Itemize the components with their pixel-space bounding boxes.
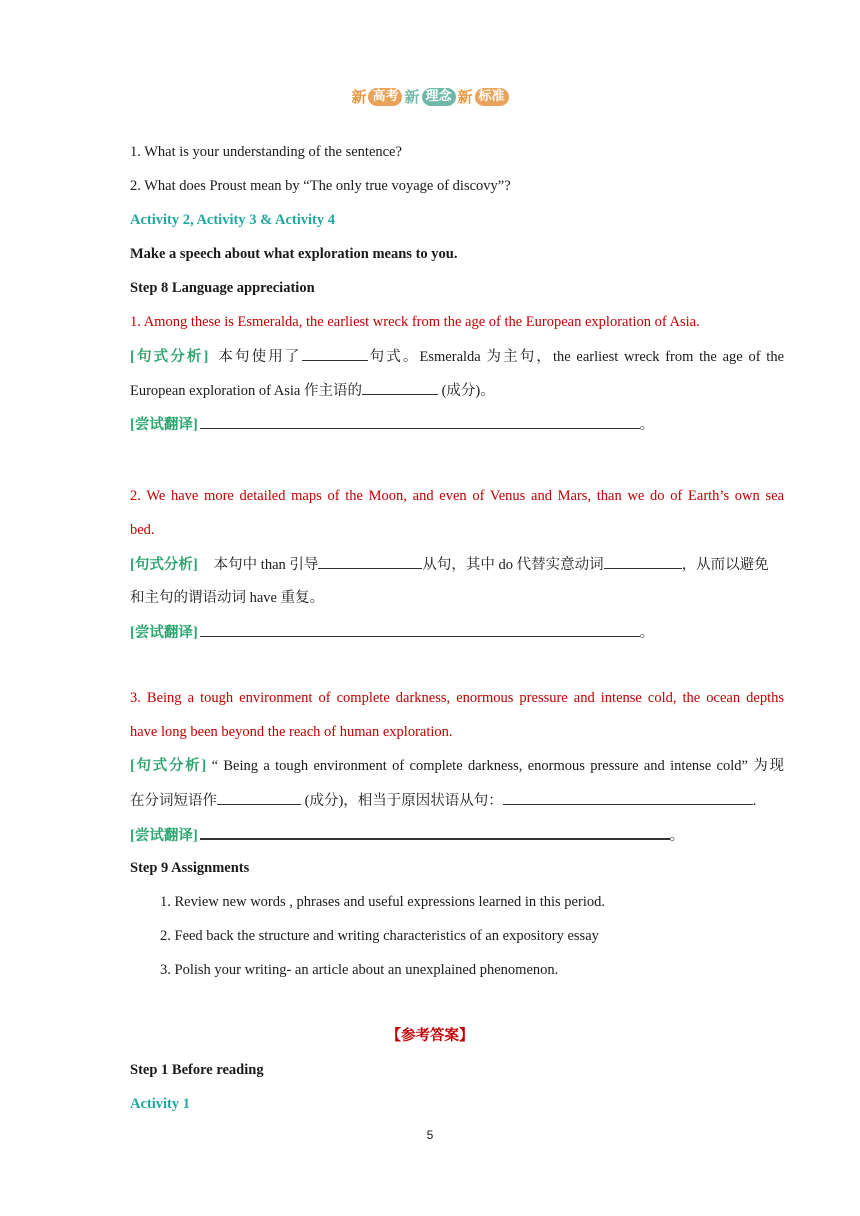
translate-end: 。 <box>669 828 685 844</box>
logo-pill: 标准 <box>475 88 509 106</box>
analysis-text: 本句中 than 引导 <box>213 557 319 573</box>
speech-task: Make a speech about what exploration means to you. <box>130 246 458 262</box>
logo-pill: 高考 <box>368 88 402 106</box>
sentence-1-translate <box>130 414 784 435</box>
sentence-2: 2. We have more detailed maps of the Moon, and even of Venus and Mars, than we do of Earth’s own sea <box>130 488 784 504</box>
translate-tag: [尝试翻译] <box>130 828 198 844</box>
answer-blank[interactable] <box>503 790 753 805</box>
analysis-tag: [句式分析] <box>130 349 209 365</box>
sentence-3-analysis-cont <box>130 790 784 811</box>
logo-char: 新 <box>351 88 367 106</box>
answer-blank[interactable] <box>318 554 422 569</box>
analysis-text: 本句使用了 <box>216 349 302 365</box>
answer-blank[interactable] <box>217 790 301 805</box>
logo-char: 新 <box>457 88 473 106</box>
analysis-text: “ Being a tough environment of complete darkness, enormous pressure and intense cold” 为现 <box>211 758 785 774</box>
sentence-2-translate <box>130 622 784 643</box>
page-number: 5 <box>426 1128 434 1142</box>
analysis-text: 句式。Esmeralda 为主句，the earliest wreck from the age of the <box>367 349 785 365</box>
assignment-item: 3. Polish your writing- an article about an unexplained phenomenon. <box>160 962 559 978</box>
analysis-tag: [句式分析] <box>130 758 207 774</box>
logo-char: 新 <box>404 88 420 106</box>
sentence-1-analysis <box>130 346 784 367</box>
activity-heading: Activity 2, Activity 3 & Activity 4 <box>130 212 335 228</box>
analysis-text: ，从而以避免 <box>681 557 769 573</box>
sentence-2-cont: bed. <box>130 522 155 538</box>
activity-1-heading: Activity 1 <box>130 1096 190 1112</box>
answer-blank[interactable] <box>302 346 368 361</box>
translate-end: 。 <box>639 417 655 433</box>
translate-end: 。 <box>639 625 655 641</box>
question-1: 1. What is your understanding of the sentence? <box>130 144 402 160</box>
analysis-tag: [句式分析] <box>130 557 198 573</box>
translate-blank[interactable] <box>200 622 640 637</box>
sentence-3-translate <box>130 824 784 846</box>
answer-blank[interactable] <box>604 554 682 569</box>
logo-pill: 理念 <box>422 88 456 106</box>
analysis-text: (成分)。 <box>441 383 495 399</box>
translate-blank[interactable] <box>200 414 640 429</box>
translate-tag: [尝试翻译] <box>130 625 198 641</box>
header-logo <box>0 86 860 107</box>
assignment-item: 2. Feed back the structure and writing characteristics of an expository essay <box>160 928 599 944</box>
sentence-3: 3. Being a tough environment of complete darkness, enormous pressure and intense cold, the ocean depths <box>130 690 784 706</box>
analysis-text: 在分词短语作 <box>130 793 217 809</box>
analysis-text: (成分)，相当于原因状语从句： <box>304 793 503 809</box>
step-9-heading: Step 9 Assignments <box>130 860 250 876</box>
translate-blank[interactable] <box>200 824 670 840</box>
answers-title: 【参考答案】 <box>386 1028 474 1044</box>
sentence-2-analysis-cont: 和主句的谓语动词 have 重复。 <box>130 590 325 606</box>
analysis-text: European exploration of Asia 作主语的 <box>130 383 362 399</box>
analysis-text: 从句，其中 do 代替实意动词 <box>422 557 604 573</box>
assignment-item: 1. Review new words , phrases and useful expressions learned in this period. <box>160 894 605 910</box>
sentence-1: 1. Among these is Esmeralda, the earliest wreck from the age of the European exploration of Asia. <box>130 314 700 330</box>
sentence-2-analysis <box>130 554 784 575</box>
translate-tag: [尝试翻译] <box>130 417 198 433</box>
question-2: 2. What does Proust mean by “The only true voyage of discovy”? <box>130 178 511 194</box>
sentence-3-cont: have long been beyond the reach of human exploration. <box>130 724 453 740</box>
sentence-1-analysis-cont <box>130 380 784 401</box>
step-1-heading: Step 1 Before reading <box>130 1062 264 1078</box>
analysis-text: . <box>752 793 757 809</box>
sentence-3-analysis <box>130 756 784 776</box>
step-8-heading: Step 8 Language appreciation <box>130 280 315 296</box>
answer-blank[interactable] <box>362 380 438 395</box>
